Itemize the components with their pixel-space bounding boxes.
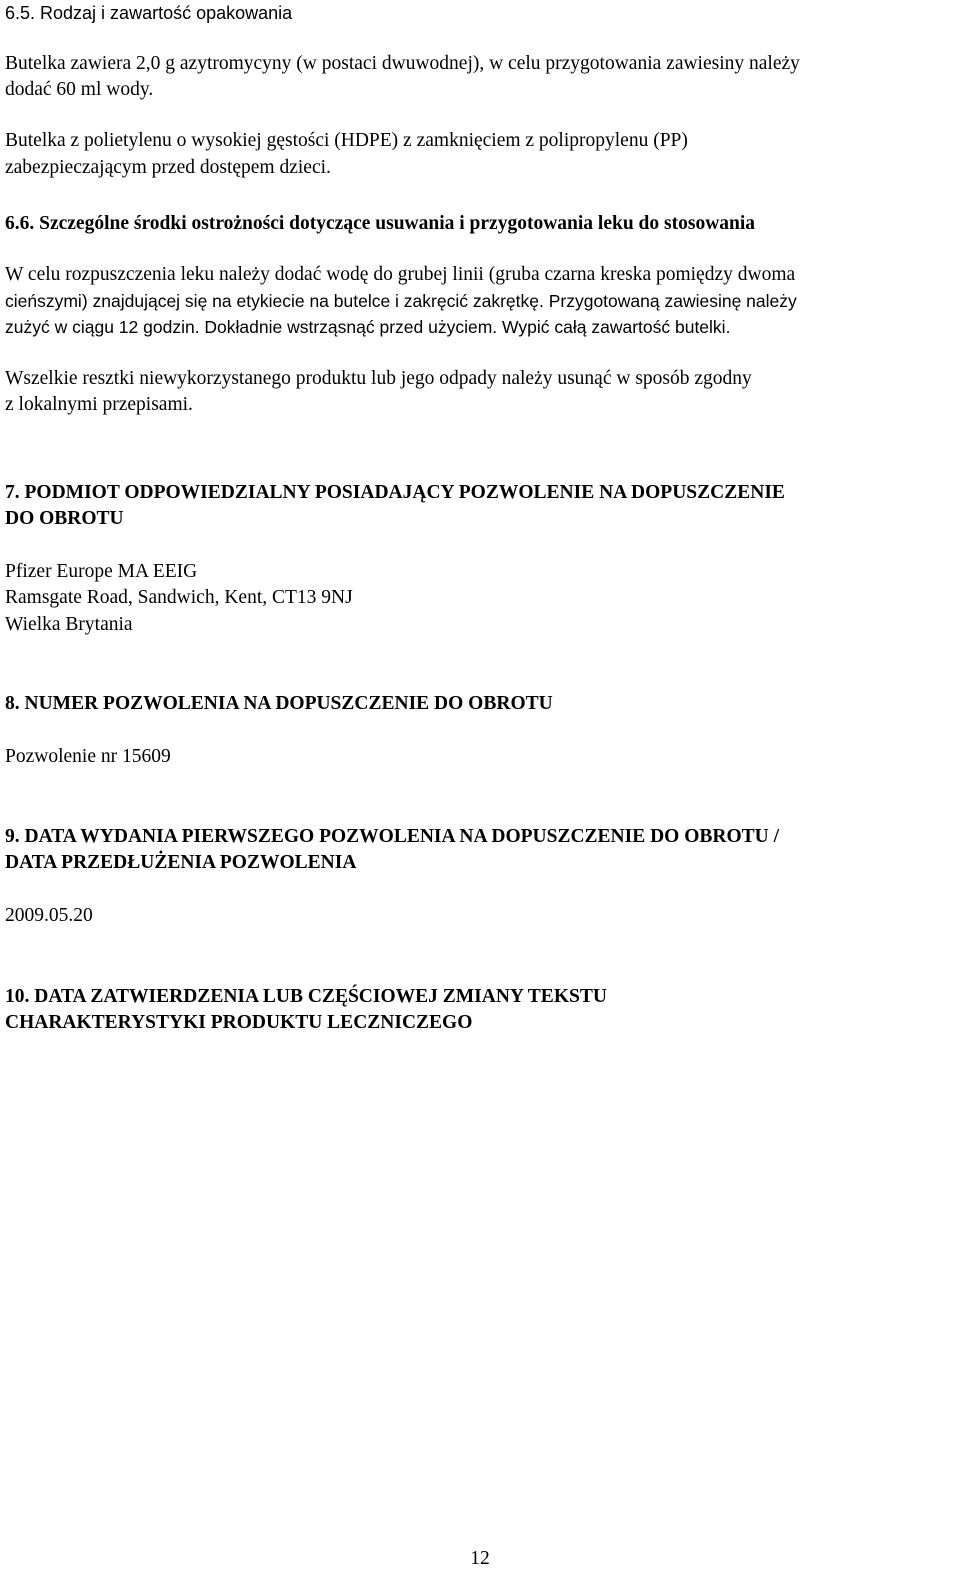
company-country: Wielka Brytania: [5, 614, 133, 635]
company-name: Pfizer Europe MA EEIG: [5, 561, 198, 582]
section-7-heading-line-2: DO OBROTU: [5, 508, 124, 529]
section-7-heading-line-1: 7. PODMIOT ODPOWIEDZIALNY POSIADAJĄCY POZWOLENIE NA DOPUSZCZENIE: [5, 482, 785, 503]
section-8-heading: 8. NUMER POZWOLENIA NA DOPUSZCZENIE DO OBROTU: [5, 693, 553, 714]
section-6-5-paragraph-2-line-1: Butelka z polietylenu o wysokiej gęstości (HDPE) z zamknięciem z polipropylenu (PP): [5, 130, 688, 151]
section-6-5-paragraph-1-line-2: dodać 60 ml wody.: [5, 79, 154, 100]
authorization-date: 2009.05.20: [5, 905, 93, 926]
section-6-6-paragraph-1-line-2: cieńszymi) znajdującej się na etykiecie na butelce i zakręcić zakrętkę. Przygotowaną zawiesinę należy: [5, 291, 797, 311]
section-6-5-paragraph-1-line-1: Butelka zawiera 2,0 g azytromycyny (w postaci dwuwodnej), w celu przygotowania zawiesiny należy: [5, 53, 800, 74]
section-9-heading-line-1: 9. DATA WYDANIA PIERWSZEGO POZWOLENIA NA DOPUSZCZENIE DO OBROTU /: [5, 826, 780, 847]
page-number: 12: [470, 1548, 490, 1569]
section-6-6-heading: 6.6. Szczególne środki ostrożności dotyczące usuwania i przygotowania leku do stosowania: [5, 213, 756, 234]
authorization-number: Pozwolenie nr 15609: [5, 746, 171, 767]
company-address: Ramsgate Road, Sandwich, Kent, CT13 9NJ: [5, 587, 353, 608]
section-10-heading-line-1: 10. DATA ZATWIERDZENIA LUB CZĘŚCIOWEJ ZMIANY TEKSTU: [5, 986, 607, 1007]
section-6-6-paragraph-2-line-2: z lokalnymi przepisami.: [5, 394, 193, 415]
section-6-6-paragraph-2-line-1: Wszelkie resztki niewykorzystanego produktu lub jego odpady należy usunąć w sposób zgodny: [5, 368, 752, 389]
section-10-heading-line-2: CHARAKTERYSTYKI PRODUKTU LECZNICZEGO: [5, 1012, 473, 1033]
section-6-5-paragraph-2-line-2: zabezpieczającym przed dostępem dzieci.: [5, 157, 331, 178]
section-6-6-paragraph-1-line-1: W celu rozpuszczenia leku należy dodać wodę do grubej linii (gruba czarna kreska pomiędzy dwoma: [5, 264, 796, 285]
section-6-5-heading: 6.5. Rodzaj i zawartość opakowania: [5, 3, 293, 23]
section-6-6-paragraph-1-line-3: zużyć w ciągu 12 godzin. Dokładnie wstrząsnąć przed użyciem. Wypić całą zawartość butelki.: [5, 317, 731, 337]
section-9-heading-line-2: DATA PRZEDŁUŻENIA POZWOLENIA: [5, 852, 357, 873]
